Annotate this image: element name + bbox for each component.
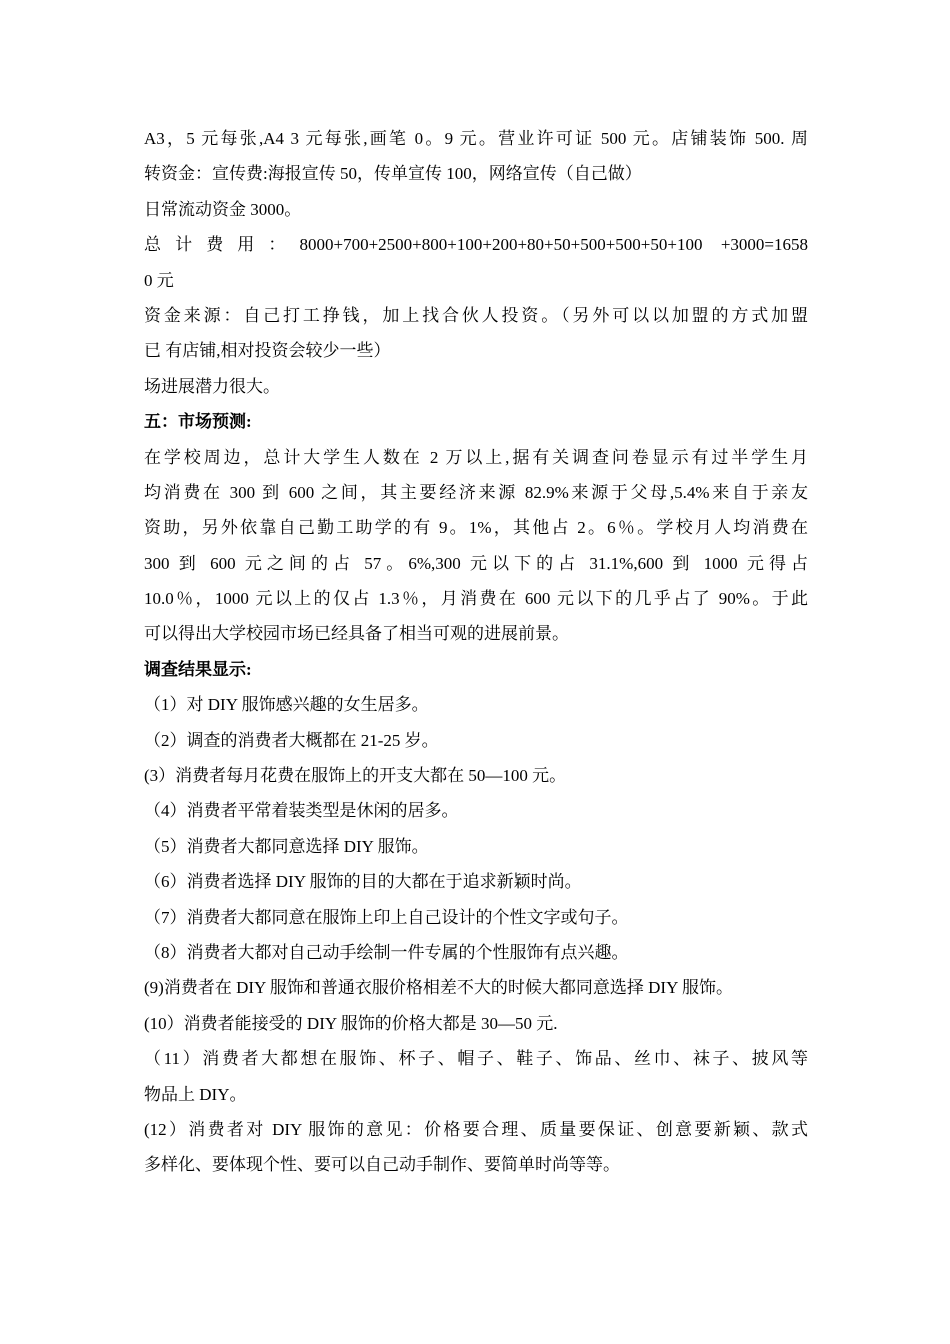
list-item: (3）消费者每月花费在服饰上的开支大都在 50—100 元。 xyxy=(144,766,567,786)
text-line: 资金来源：自己打工挣钱，加上找合伙人投资。（另外可以以加盟的方式加盟 xyxy=(144,305,808,325)
list-item: (12）消费者对 DIY 服饰的意见：价格要合理、质量要保证、创意要新颖、款式 xyxy=(144,1119,808,1139)
list-item: (9)消费者在 DIY 服饰和普通衣服价格相差不大的时候大都同意选择 DIY 服饰。 xyxy=(144,978,733,998)
document-page xyxy=(144,121,808,1183)
list-item: （7）消费者大都同意在服饰上印上自己设计的个性文字或句子。 xyxy=(144,907,629,927)
list-item: (10）消费者能接受的 DIY 服饰的价格大都是 30—50 元. xyxy=(144,1013,558,1033)
text-line: 日常流动资金 3000。 xyxy=(144,199,302,219)
survey-heading: 调查结果显示: xyxy=(144,659,252,679)
text-line: 场进展潜力很大。 xyxy=(144,376,280,396)
list-item: （1）对 DIY 服饰感兴趣的女生居多。 xyxy=(144,695,429,715)
text-line: 已 有店铺,相对投资会较少一些） xyxy=(144,341,391,361)
section-heading: 五：市场预测: xyxy=(144,412,252,432)
paragraph-line: 可以得出大学校园市场已经具备了相当可观的进展前景。 xyxy=(144,624,569,644)
text-line: 0 元 xyxy=(144,270,174,290)
list-item-continuation: 物品上 DIY。 xyxy=(144,1084,247,1104)
paragraph-line: 资助，另外依靠自己勤工助学的有 9。1%，其他占 2。6％。学校月人均消费在 xyxy=(144,518,808,538)
list-item: （5）消费者大都同意选择 DIY 服饰。 xyxy=(144,836,429,856)
text-line: 转资金：宣传费:海报宣传 50，传单宣传 100，网络宣传（自己做） xyxy=(144,164,642,184)
list-item: （8）消费者大都对自己动手绘制一件专属的个性服饰有点兴趣。 xyxy=(144,942,629,962)
list-item: （2）调查的消费者大概都在 21-25 岁。 xyxy=(144,730,439,750)
text-line: A3，5 元每张,A4 3 元每张,画笔 0。9 元。营业许可证 500 元。店铺装饰 500. 周 xyxy=(144,129,808,148)
paragraph-line: 在学校周边，总计大学生人数在 2 万以上,据有关调查问卷显示有过半学生月 xyxy=(144,447,808,467)
text-line: 总计费用：8000+700+2500+800+100+200+80+50+500+500+50+100 +3000=1658 xyxy=(144,235,808,255)
list-item-continuation: 多样化、要体现个性、要可以自己动手制作、要简单时尚等等。 xyxy=(144,1155,620,1175)
list-item: （6）消费者选择 DIY 服饰的目的大都在于追求新颖时尚。 xyxy=(144,872,582,892)
paragraph-line: 均消费在 300 到 600 之间，其主要经济来源 82.9%来源于父母,5.4%来自于亲友 xyxy=(144,482,808,502)
list-item: （11）消费者大都想在服饰、杯子、帽子、鞋子、饰品、丝巾、袜子、披风等 xyxy=(144,1049,808,1069)
list-item: （4）消费者平常着装类型是休闲的居多。 xyxy=(144,801,459,821)
paragraph-line: 10.0％，1000 元以上的仅占 1.3％，月消费在 600 元以下的几乎占了 90%。于此 xyxy=(144,589,808,609)
paragraph-line: 300 到 600 元之间的占 57。6%,300 元以下的占 31.1%,600 到 1000 元得占 xyxy=(144,553,808,573)
